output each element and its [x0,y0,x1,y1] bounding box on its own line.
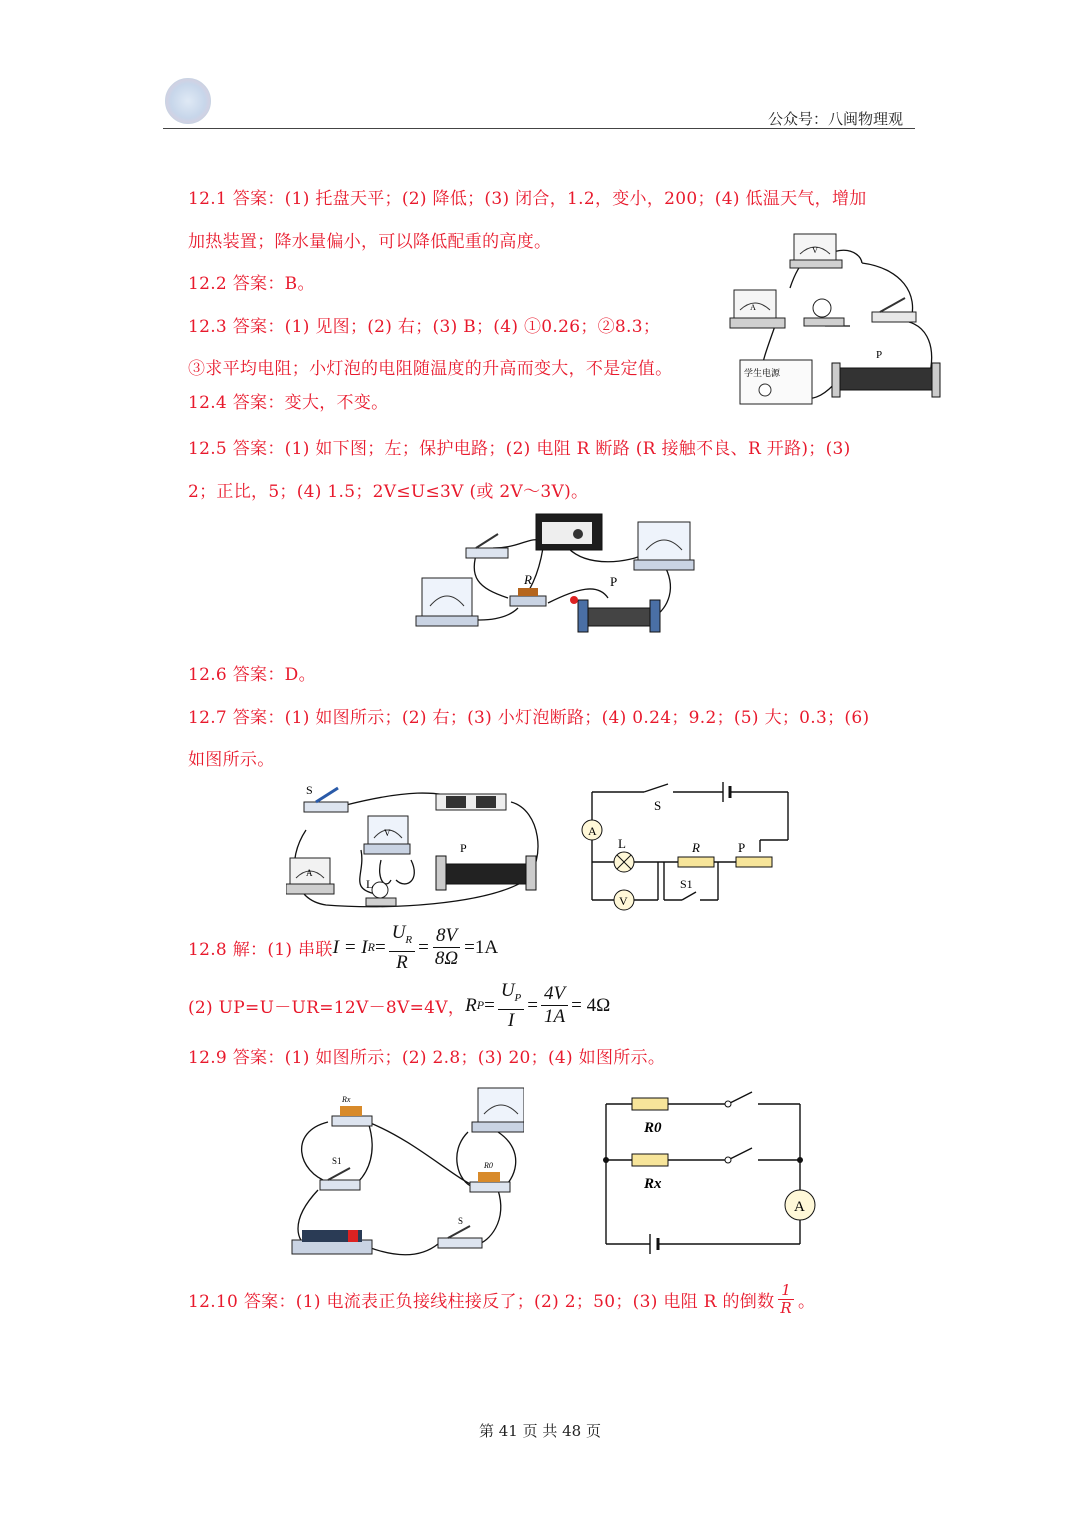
answer-12-5-line2: 2；正比，5；(4) 1.5；2V≤U≤3V (或 2V～3V)。 [188,482,589,502]
svg-text:R: R [524,572,532,587]
answer-12-10-prefix: 12.10 答案：(1) 电流表正负接线柱接反了；(2) 2；50；(3) 电阻 R 的倒数 [188,1292,775,1312]
answer-12-4: 12.4 答案：变大，不变。 [188,393,389,413]
answer-12-8-eq-lhs-sub: R [367,940,375,955]
voltmeter-icon [416,578,478,626]
rheostat-icon [570,574,660,632]
answer-12-7-line2: 如图所示。 [188,750,275,770]
switch-icon [320,1156,360,1190]
bulb-icon [804,299,844,326]
answer-12-8-rp: R [465,994,477,1016]
answer-12-10-frac: $\frac{1}{R}$ [777,1282,795,1317]
figure-12-3-circuit-photo [720,228,942,414]
ammeter-icon [730,290,785,328]
svg-text:V: V [812,246,818,255]
ammeter-icon [634,522,694,570]
answer-12-8-prefix: 12.8 解：(1) 串联 [188,940,333,961]
svg-text:R0: R0 [644,1120,662,1136]
svg-text:Rx: Rx [342,1095,351,1104]
svg-text:学生电源: 学生电源 [744,368,781,378]
answer-12-3-line2: ③求平均电阻；小灯泡的电阻随温度的升高而变大，不是定值。 [188,359,673,379]
resistor-icon [510,572,546,606]
answer-12-6: 12.6 答案：D。 [188,665,316,685]
answer-12-8-eq-lhs: I = I [332,936,368,958]
svg-text:A: A [306,868,313,878]
svg-text:S1: S1 [680,877,693,891]
svg-text:P: P [876,349,883,361]
figure-12-7-circuit-diagram [578,780,796,916]
answer-12-8-result: =1A [464,936,499,958]
answer-12-7-line1: 12.7 答案：(1) 如图所示；(2) 右；(3) 小灯泡断路；(4) 0.24；9.2；(5) 大；0.3；(6) [188,708,870,728]
svg-text:A: A [588,824,597,838]
figure-12-5-circuit-photo [408,508,698,648]
answer-12-2: 12.2 答案：B。 [188,274,315,294]
svg-text:S: S [306,783,313,797]
power-supply-icon [740,360,812,404]
svg-text:L: L [366,877,374,891]
rheostat-icon [832,349,940,397]
svg-text:S: S [654,798,662,813]
battery-icon [292,1230,372,1254]
voltmeter-icon [364,816,410,854]
svg-text:R0: R0 [484,1161,493,1170]
header-account: 公众号：八闽物理观 [768,110,904,128]
svg-text:Rx: Rx [644,1176,662,1192]
switch-icon [872,298,916,322]
answer-12-10-suffix: 。 [798,1292,816,1312]
answer-12-8-frac2: $\frac{8V}{8\Omega}$ [434,925,459,970]
answer-12-10 [188,1282,815,1317]
switch-icon [438,1216,482,1248]
switch-icon [304,783,348,812]
answer-12-9: 12.9 答案：(1) 如图所示；(2) 2.8；(3) 20；(4) 如图所示。 [188,1048,666,1068]
logo [165,78,211,124]
answer-12-8-result2: = 4Ω [571,994,611,1016]
svg-text:P: P [460,841,467,855]
bulb-icon [366,877,396,906]
resistor-icon [470,1161,510,1192]
svg-text:A: A [794,1199,805,1215]
figure-12-9-circuit-photo [288,1082,524,1258]
answer-12-3-line1: 12.3 答案：(1) 见图；(2) 右；(3) B；(4) ①0.26；②8.3； [188,317,661,337]
figure-12-7-circuit-photo [286,780,548,915]
answer-12-8-frac4: $\frac{4V}{1A}$ [541,983,568,1028]
answer-12-1-line2: 加热装置；降水量偏小，可以降低配重的高度。 [188,232,552,252]
answer-12-8-frac3: $\frac{U_P}{I}$ [498,980,524,1032]
power-supply-icon [536,514,602,550]
header-divider [163,128,915,129]
ammeter-icon [472,1088,524,1132]
svg-text:S1: S1 [332,1156,342,1166]
figure-12-9-circuit-diagram [598,1084,820,1258]
svg-text:S: S [458,1216,464,1226]
svg-text:L: L [618,836,626,851]
svg-text:R: R [692,840,700,855]
answer-12-1-line1: 12.1 答案：(1) 托盘天平；(2) 降低；(3) 闭合，1.2，变小，200；(4) 低温天气，增加 [188,189,867,209]
battery-icon [436,794,506,810]
resistor-icon [332,1095,372,1126]
rheostat-icon [436,841,536,890]
svg-text:V: V [619,894,628,908]
switch-icon [466,534,508,558]
answer-12-5-line1: 12.5 答案：(1) 如下图；左；保护电路；(2) 电阻 R 断路 (R 接触不良、R 开路)；(3) [188,439,851,459]
answer-12-8-line2-prefix: (2) UP=U－UR=12V－8V=4V， [188,998,466,1019]
answer-12-8-line1: 12.8 解：(1) 串联 I = I R = $\frac{U_R}{R}$ = $\frac{8V}{8\Omega}$ =1A [188,922,499,973]
answer-12-8-line2: (2) UP=U－UR=12V－8V=4V， R P = $\frac{U_P}{I}$ = $\frac{4V}{1A}$ = 4Ω [188,980,611,1031]
svg-text:P: P [738,840,746,855]
svg-text:P: P [610,574,618,589]
voltmeter-icon [790,234,842,268]
ammeter-icon [286,858,334,894]
svg-text:V: V [384,828,391,838]
answer-12-8-frac1: $\frac{U_R}{R}$ [389,922,415,974]
svg-text:A: A [750,303,756,312]
page-footer: 第 41 页 共 48 页 [478,1422,601,1440]
